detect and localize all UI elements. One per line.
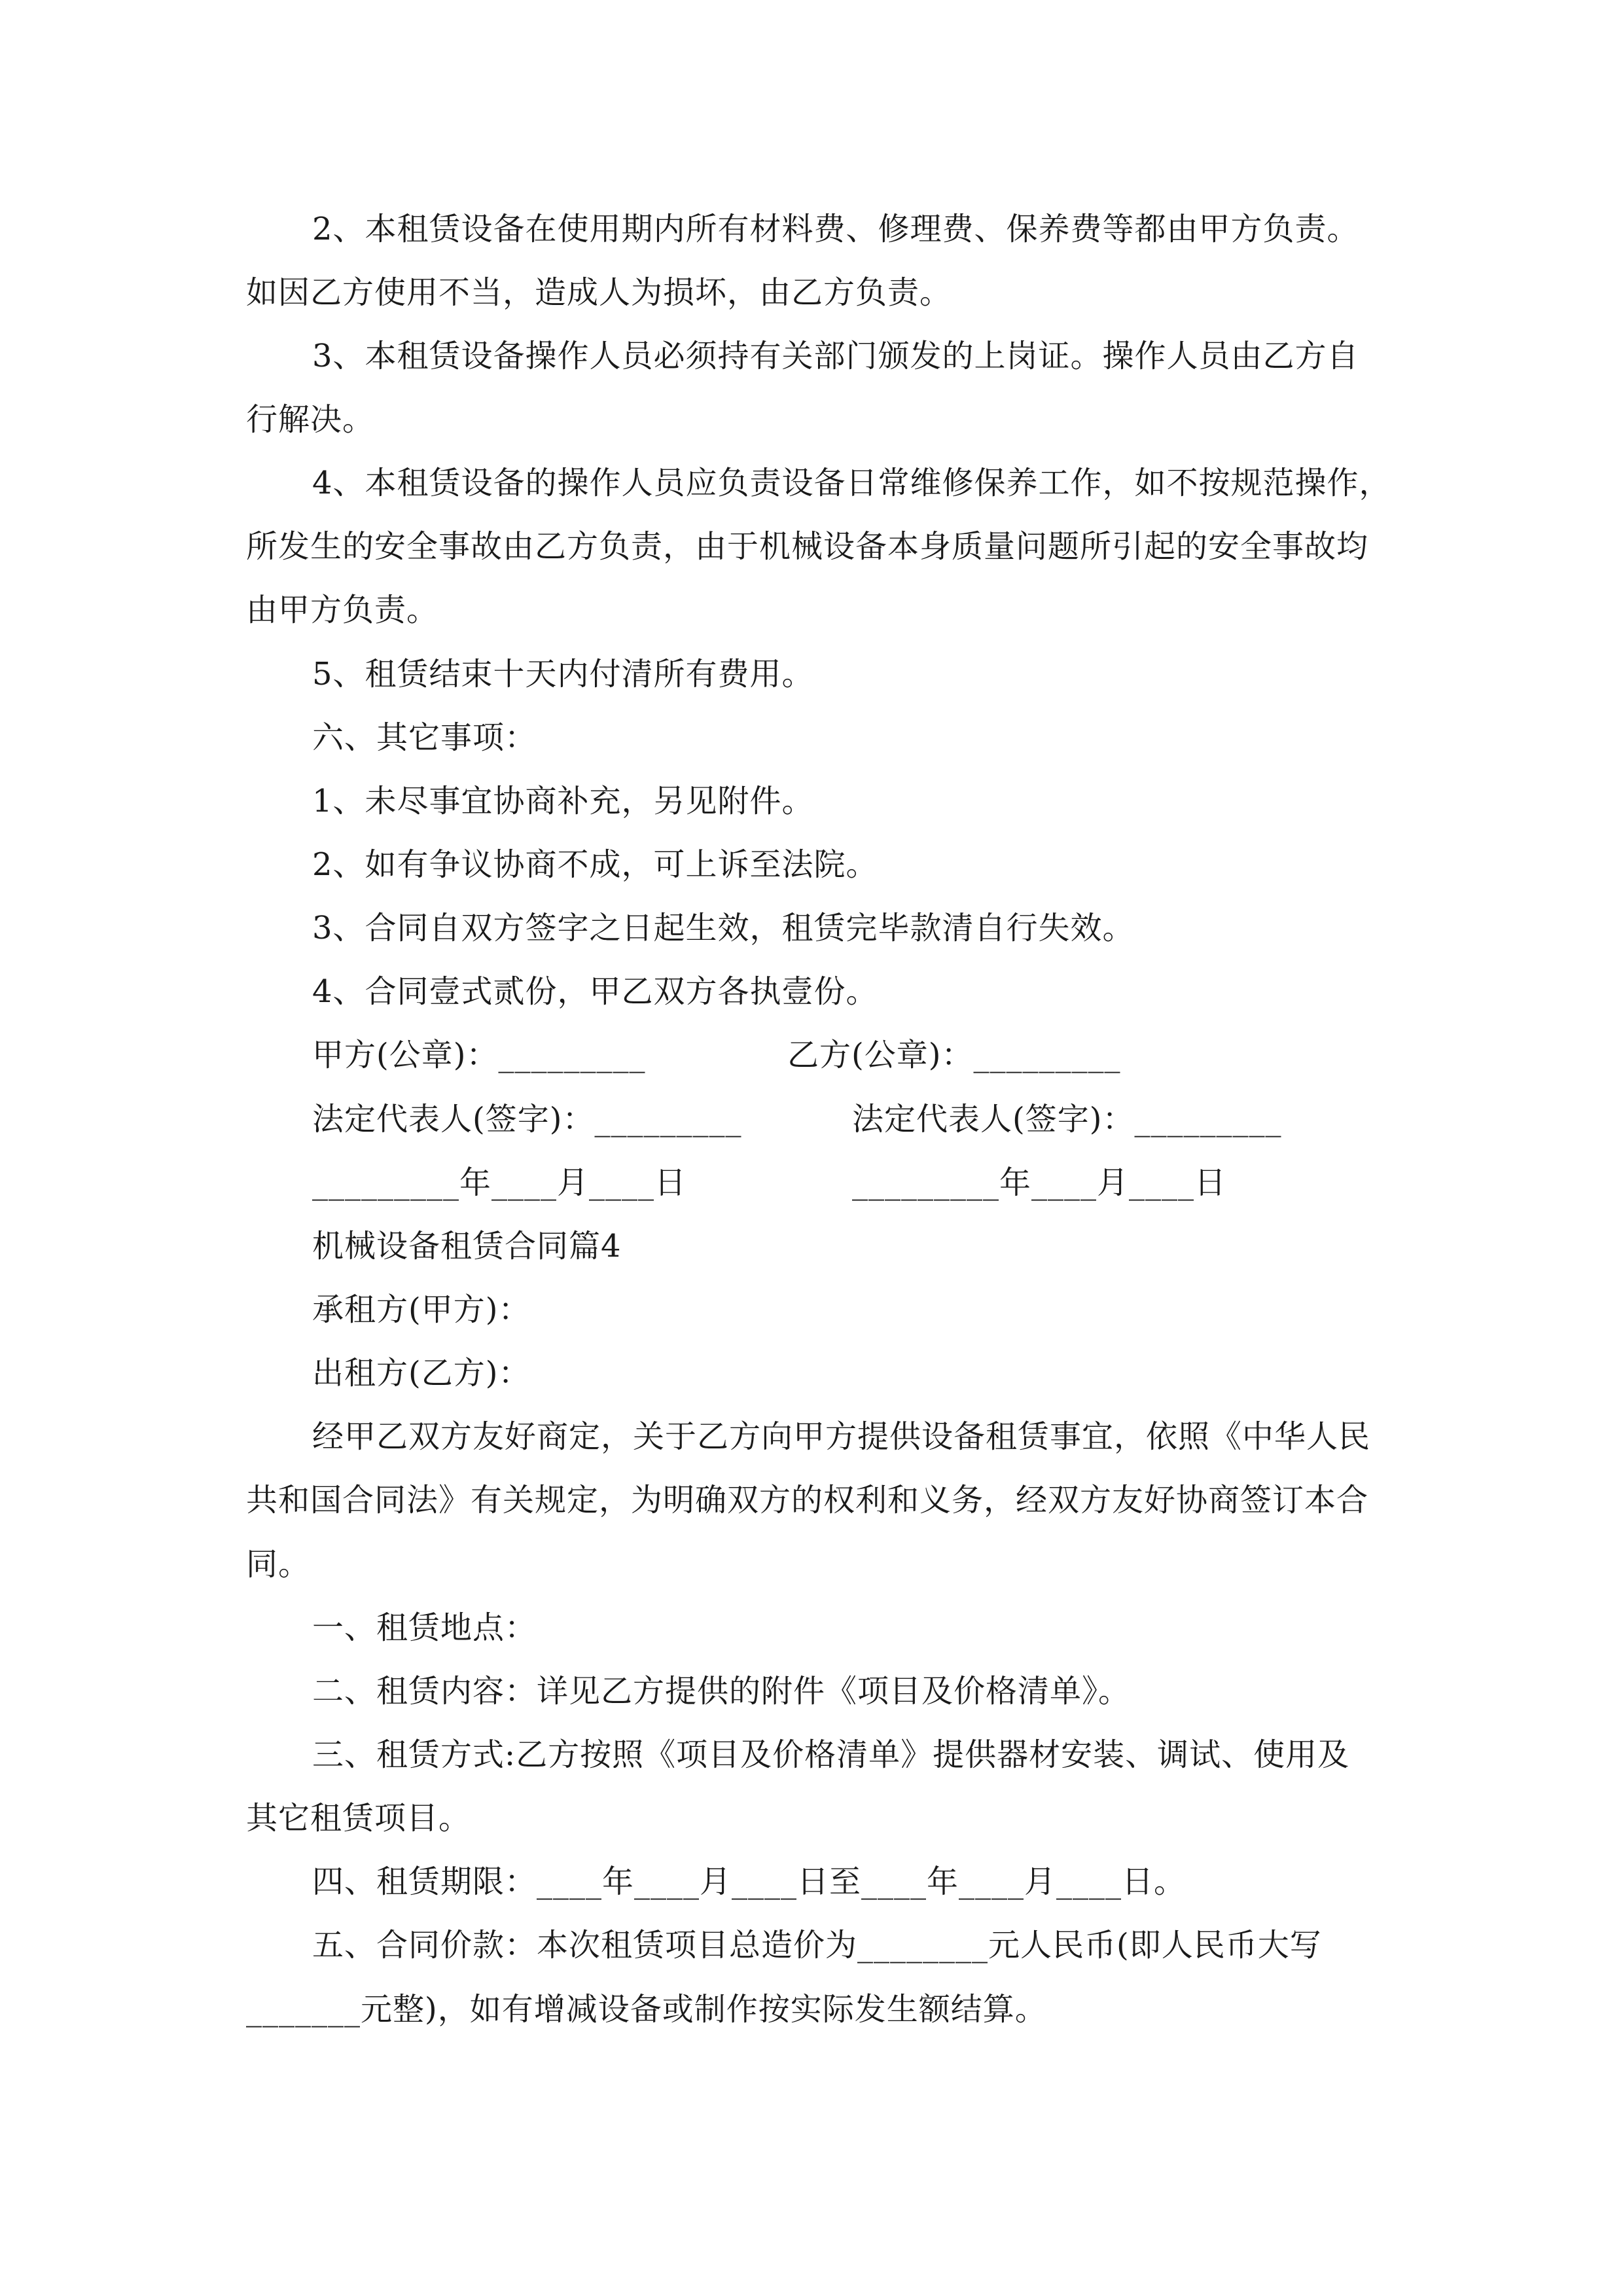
clause-4-line-3: 由甲方负责。: [246, 592, 439, 628]
section-6-heading: 六、其它事项：: [312, 719, 537, 756]
clause-5: 5、租赁结束十天内付清所有费用。: [312, 656, 814, 692]
term-5-price-line-1: 五、合同价款：本次租赁项目总造价为________元人民币(即人民币大写: [312, 1927, 1322, 1964]
clause-2-line-1: 2、本租赁设备在使用期内所有材料费、修理费、保养费等都由甲方负责。: [312, 211, 1359, 247]
party-a-representative-line: 法定代表人(签字)：_________: [312, 1101, 742, 1138]
intro-line-1: 经甲乙双方友好商定，关于乙方向甲方提供设备租赁事宜，依照《中华人民: [312, 1418, 1371, 1455]
lessor-line: 出租方(乙方)：: [312, 1355, 531, 1391]
term-3-method-line-1: 三、租赁方式:乙方按照《项目及价格清单》提供器材安装、调试、使用及: [312, 1736, 1350, 1773]
other-item-2: 2、如有争议协商不成，可上诉至法院。: [312, 846, 878, 883]
party-a-seal-line: 甲方(公章)：_________: [312, 1037, 646, 1073]
clause-4-line-2: 所发生的安全事故由乙方负责，由于机械设备本身质量问题所引起的安全事故均: [246, 528, 1369, 565]
clause-3-line-2: 行解决。: [246, 401, 375, 438]
other-item-4: 4、合同壹式贰份，甲乙双方各执壹份。: [312, 973, 878, 1010]
clause-2-line-2: 如因乙方使用不当，造成人为损坏，由乙方负责。: [246, 274, 952, 311]
other-item-3: 3、合同自双方签字之日起生效，租赁完毕款清自行失效。: [312, 910, 1135, 946]
term-4-period: 四、租赁期限：____年____月____日至____年____月____日。: [312, 1863, 1186, 1900]
other-item-1: 1、未尽事宜协商补充，另见附件。: [312, 783, 814, 819]
term-3-method-line-2: 其它租赁项目。: [246, 1800, 471, 1837]
party-a-date-line: _________年____月____日: [312, 1164, 687, 1201]
term-2-content: 二、租赁内容：详见乙方提供的附件《项目及价格清单》。: [312, 1673, 1131, 1710]
clause-3-line-1: 3、本租赁设备操作人员必须持有关部门颁发的上岗证。操作人员由乙方自: [312, 338, 1359, 374]
lessee-line: 承租方(甲方)：: [312, 1291, 531, 1328]
intro-line-3: 同。: [246, 1546, 311, 1583]
intro-line-2: 共和国合同法》有关规定，为明确双方的权利和义务，经双方友好协商签订本合: [246, 1482, 1369, 1518]
term-5-price-line-2: _______元整)，如有增减设备或制作按实际发生额结算。: [246, 1991, 1047, 2028]
clause-4-line-1: 4、本租赁设备的操作人员应负责设备日常维修保养工作，如不按规范操作，: [312, 465, 1391, 501]
contract-4-heading: 机械设备租赁合同篇4: [312, 1228, 622, 1265]
party-b-date-line: _________年____月____日: [852, 1164, 1227, 1201]
term-1-location: 一、租赁地点：: [312, 1609, 537, 1646]
party-b-representative-line: 法定代表人(签字)：_________: [852, 1101, 1282, 1138]
party-b-seal-line: 乙方(公章)：_________: [787, 1037, 1121, 1073]
